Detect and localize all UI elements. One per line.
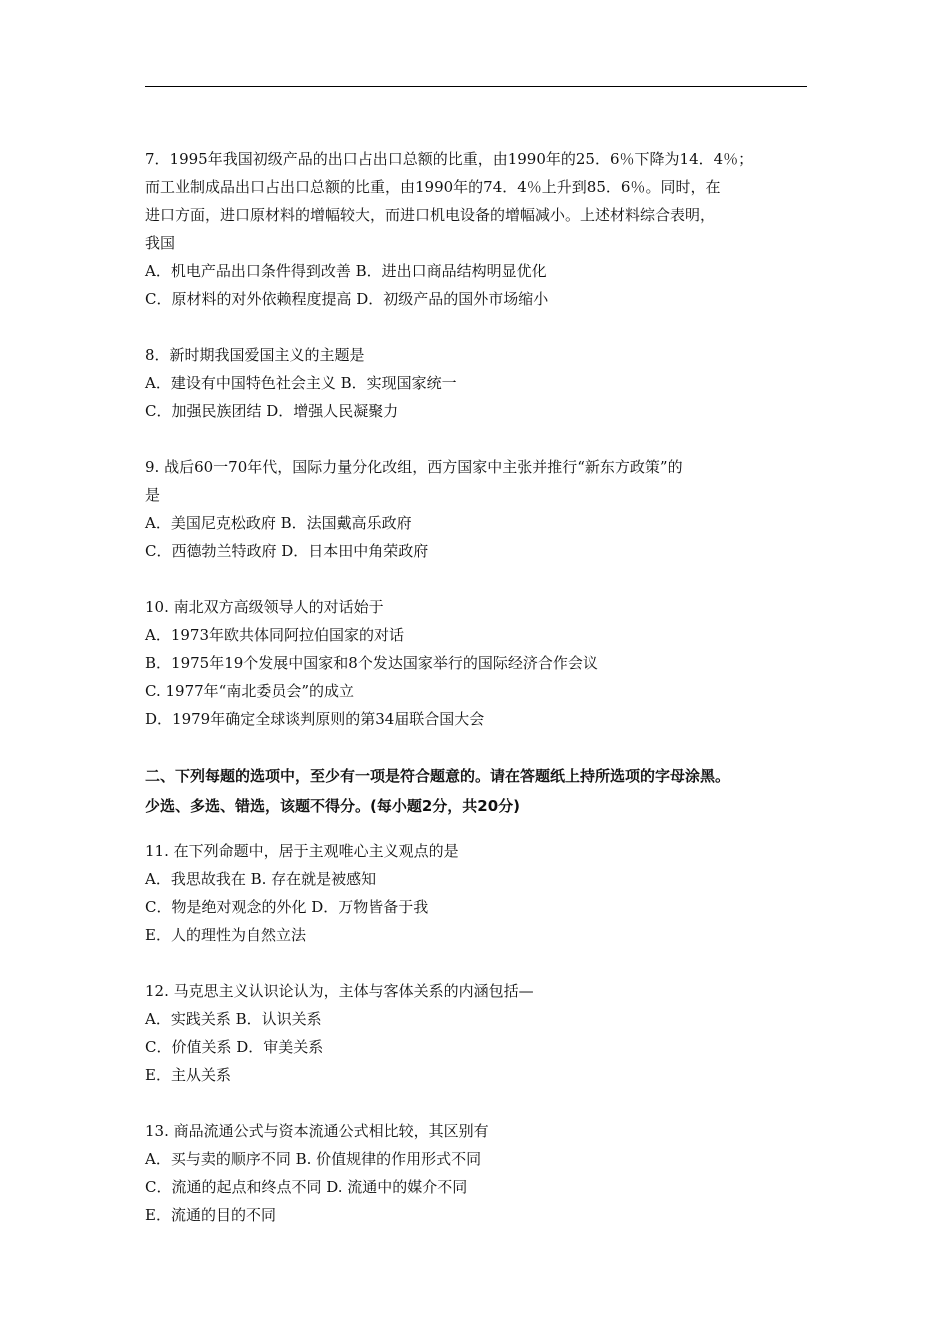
option-line: C．原材料的对外依赖程度提高 D．初级产品的国外市场缩小 — [145, 290, 549, 308]
header-rule — [145, 86, 807, 87]
option-line: B．1975年19个发展中国家和8个发达国家举行的国际经济合作会议 — [145, 654, 598, 672]
exam-content — [145, 145, 810, 1257]
option-line: A．实践关系 B．认识关系 — [145, 1010, 322, 1028]
question-13 — [145, 1117, 810, 1229]
option-line: A．买与卖的顺序不同 B. 价值规律的作用形式不同 — [145, 1150, 482, 1168]
section-2-heading — [145, 761, 810, 821]
option-line: E．主从关系 — [145, 1066, 231, 1084]
question-stem — [145, 145, 810, 257]
stem-line: 7．1995年我国初级产品的出口占出口总额的比重，由1990年的25．6％下降为14．4％； — [145, 150, 754, 168]
section-instruction-line: 二、下列每题的选项中，至少有一项是符合题意的。请在答题纸上持所选项的字母涂黑。 — [145, 767, 731, 785]
option-line: E．流通的目的不同 — [145, 1206, 276, 1224]
section-instruction-line: 少选、多选、错选，该题不得分。(每小题2分，共20分) — [145, 797, 521, 815]
stem-line: 我国 — [145, 234, 176, 252]
option-line: A．机电产品出口条件得到改善 B．进出口商品结构明显优化 — [145, 262, 547, 280]
option-line: E．人的理性为自然立法 — [145, 926, 306, 944]
question-11 — [145, 837, 810, 949]
option-line: C. 1977年“南北委员会”的成立 — [145, 682, 354, 700]
stem-line: 进口方面，进口原材料的增幅较大，而进口机电设备的增幅减小。上述材料综合表明， — [145, 206, 716, 224]
stem-line: 11. 在下列命题中，居于主观唯心主义观点的是 — [145, 842, 459, 860]
question-9 — [145, 453, 810, 565]
option-line: C．西德勃兰特政府 D．日本田中角荣政府 — [145, 542, 429, 560]
option-line: C．流通的起点和终点不同 D. 流通中的媒介不同 — [145, 1178, 468, 1196]
stem-line: 而工业制成品出口占出口总额的比重，由1990年的74．4％上升到85．6％。同时，在 — [145, 178, 721, 196]
option-line: A．美国尼克松政府 B．法国戴高乐政府 — [145, 514, 412, 532]
stem-line: 12. 马克思主义认识论认为，主体与客体关系的内涵包括— — [145, 982, 534, 1000]
option-line: C．价值关系 D．审美关系 — [145, 1038, 324, 1056]
option-line: C．加强民族团结 D．增强人民凝聚力 — [145, 402, 399, 420]
stem-line: 13. 商品流通公式与资本流通公式相比较，其区别有 — [145, 1122, 489, 1140]
question-10 — [145, 593, 810, 733]
question-12 — [145, 977, 810, 1089]
stem-line: 9. 战后60一70年代，国际力量分化改组，西方国家中主张并推行“新东方政策”的 — [145, 458, 683, 476]
option-line: A．1973年欧共体同阿拉伯国家的对话 — [145, 626, 405, 644]
option-line: D．1979年确定全球谈判原则的第34届联合国大会 — [145, 710, 485, 728]
stem-line: 8．新时期我国爱国主义的主题是 — [145, 346, 365, 364]
option-line: A．建设有中国特色社会主义 B．实现国家统一 — [145, 374, 457, 392]
option-line: C．物是绝对观念的外化 D．万物皆备于我 — [145, 898, 429, 916]
question-7 — [145, 145, 810, 313]
option-line: A．我思故我在 B. 存在就是被感知 — [145, 870, 377, 888]
stem-line: 是 — [145, 486, 161, 504]
question-8 — [145, 341, 810, 425]
stem-line: 10. 南北双方高级领导人的对话始于 — [145, 598, 384, 616]
